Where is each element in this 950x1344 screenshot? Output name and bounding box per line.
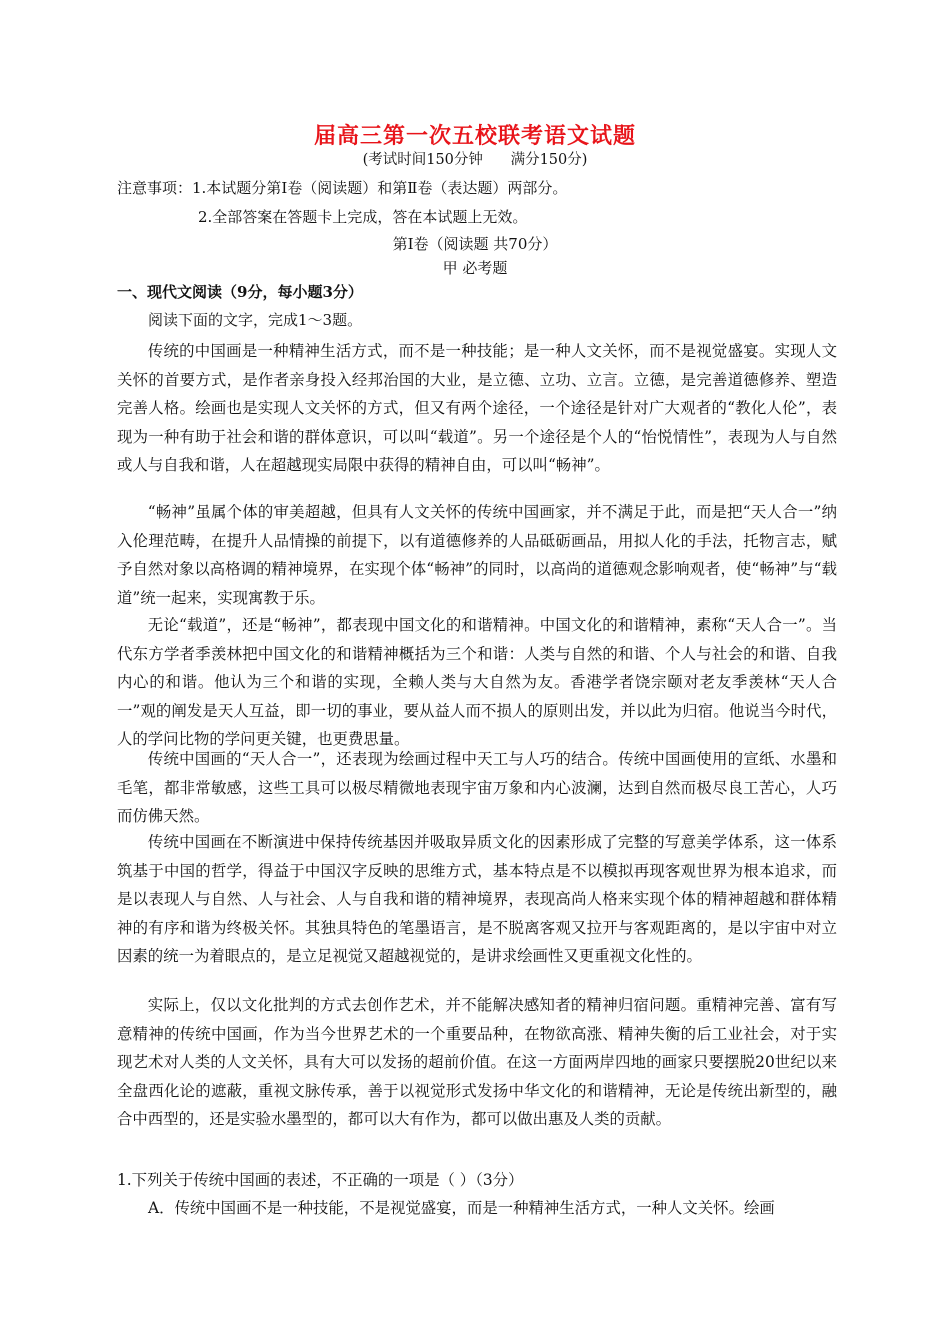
part-heading: 甲 必考题	[442, 259, 508, 277]
paragraph-4: 传统中国画的“天人合一”，还表现为绘画过程中天工与人巧的结合。传统中国画使用的宣纸、水墨和毛笔，都非常敏感，这些工具可以极尽精微地表现宇宙万象和内心波澜，达到自然而极尽良工苦心，人巧而仿佛天然。	[117, 750, 837, 826]
paragraph-5: 传统中国画在不断演进中保持传统基因并吸取异质文化的因素形成了完整的写意美学体系，这一体系筑基于中国的哲学，得益于中国汉字反映的思维方式，基本特点是不以模拟再现客观世界为根本追求，而是以表现人与自然、人与社会、人与自我和谐的精神境界，表现高尚人格来实现个体的精神超越和群体精神的有序和谐为终极关怀。其独具特色的笔墨语言，是不脱离客观又拉开与客观距离的，是以宇宙中对立因素的统一为着眼点的，是立足视觉又超越视觉的，是讲求绘画性又更重视文化性的。	[117, 833, 837, 966]
exam-time-and-score: (考试时间150分钟 满分150分)	[362, 152, 588, 168]
paragraph-3: 无论“载道”，还是“畅神”，都表现中国文化的和谐精神。中国文化的和谐精神，素称“天人合一”。当代东方学者季羡林把中国文化的和谐精神概括为三个和谐：人类与自然的和谐、个人与社会的和谐、自我内心的和谐。他认为三个和谐的实现，全赖人类与大自然为友。香港学者饶宗颐对老友季羡林“天人合一”观的阐发是天人互益，即一切的事业，要从益人而不损人的原则出发，并以此为归宿。他说当今时代，人的学问比物的学问更关键，也更费思量。	[117, 616, 837, 749]
notes-item-1: 注意事项：1.本试题分第Ⅰ卷（阅读题）和第Ⅱ卷（表达题）两部分。	[117, 179, 568, 197]
paragraph-2: “畅神”虽属个体的审美超越，但具有人文关怀的传统中国画家，并不满足于此，而是把“天人合一”纳入伦理范畴，在提升人品情操的前提下，以有道德修养的人品砥砺画品，用拟人化的手法，托物言志，赋予自然对象以高格调的精神境界，在实现个体“畅神”的同时，以高尚的道德观念影响观者，使“畅神”与“载道”统一起来，实现寓教于乐。	[117, 503, 837, 607]
paragraph-1: 传统的中国画是一种精神生活方式，而不是一种技能；是一种人文关怀，而不是视觉盛宴。实现人文关怀的首要方式，是作者亲身投入经邦治国的大业，是立德、立功、立言。立德，是完善道德修养、塑造完善人格。绘画也是实现人文关怀的方式，但又有两个途径，一个途径是针对广大观者的“教化人伦”，表现为一种有助于社会和谐的群体意识，可以叫“载道”。另一个途径是个人的“怡悦情性”，表现为人与自然或人与自我和谐，人在超越现实局限中获得的精神自由，可以叫“畅神”。	[117, 342, 837, 475]
notes-item-2: 2.全部答案在答题卡上完成，答在本试题上无效。	[198, 208, 528, 226]
section-heading: 一、现代文阅读（9分，每小题3分）	[117, 283, 363, 301]
question-1-option-a: A．传统中国画不是一种技能，不是视觉盛宴，而是一种精神生活方式，一种人文关怀。绘画	[148, 1199, 775, 1217]
question-1-stem: 1.下列关于传统中国画的表述，不正确的一项是（ ）（3分）	[117, 1171, 524, 1189]
volume-heading: 第Ⅰ卷（阅读题 共70分）	[392, 235, 558, 253]
reading-instruction: 阅读下面的文字，完成1～3题。	[148, 311, 363, 329]
paragraph-6: 实际上，仅以文化批判的方式去创作艺术，并不能解决感知者的精神归宿问题。重精神完善、富有写意精神的传统中国画，作为当今世界艺术的一个重要品种，在物欲高涨、精神失衡的后工业社会，对于实现艺术对人类的人文关怀，具有大可以发扬的超前价值。在这一方面两岸四地的画家只要摆脱20世纪以来全盘西化论的遮蔽，重视文脉传承，善于以视觉形式发扬中华文化的和谐精神，无论是传统出新型的，融合中西型的，还是实验水墨型的，都可以大有作为，都可以做出惠及人类的贡献。	[117, 996, 837, 1129]
page-title: 届高三第一次五校联考语文试题	[313, 123, 636, 149]
